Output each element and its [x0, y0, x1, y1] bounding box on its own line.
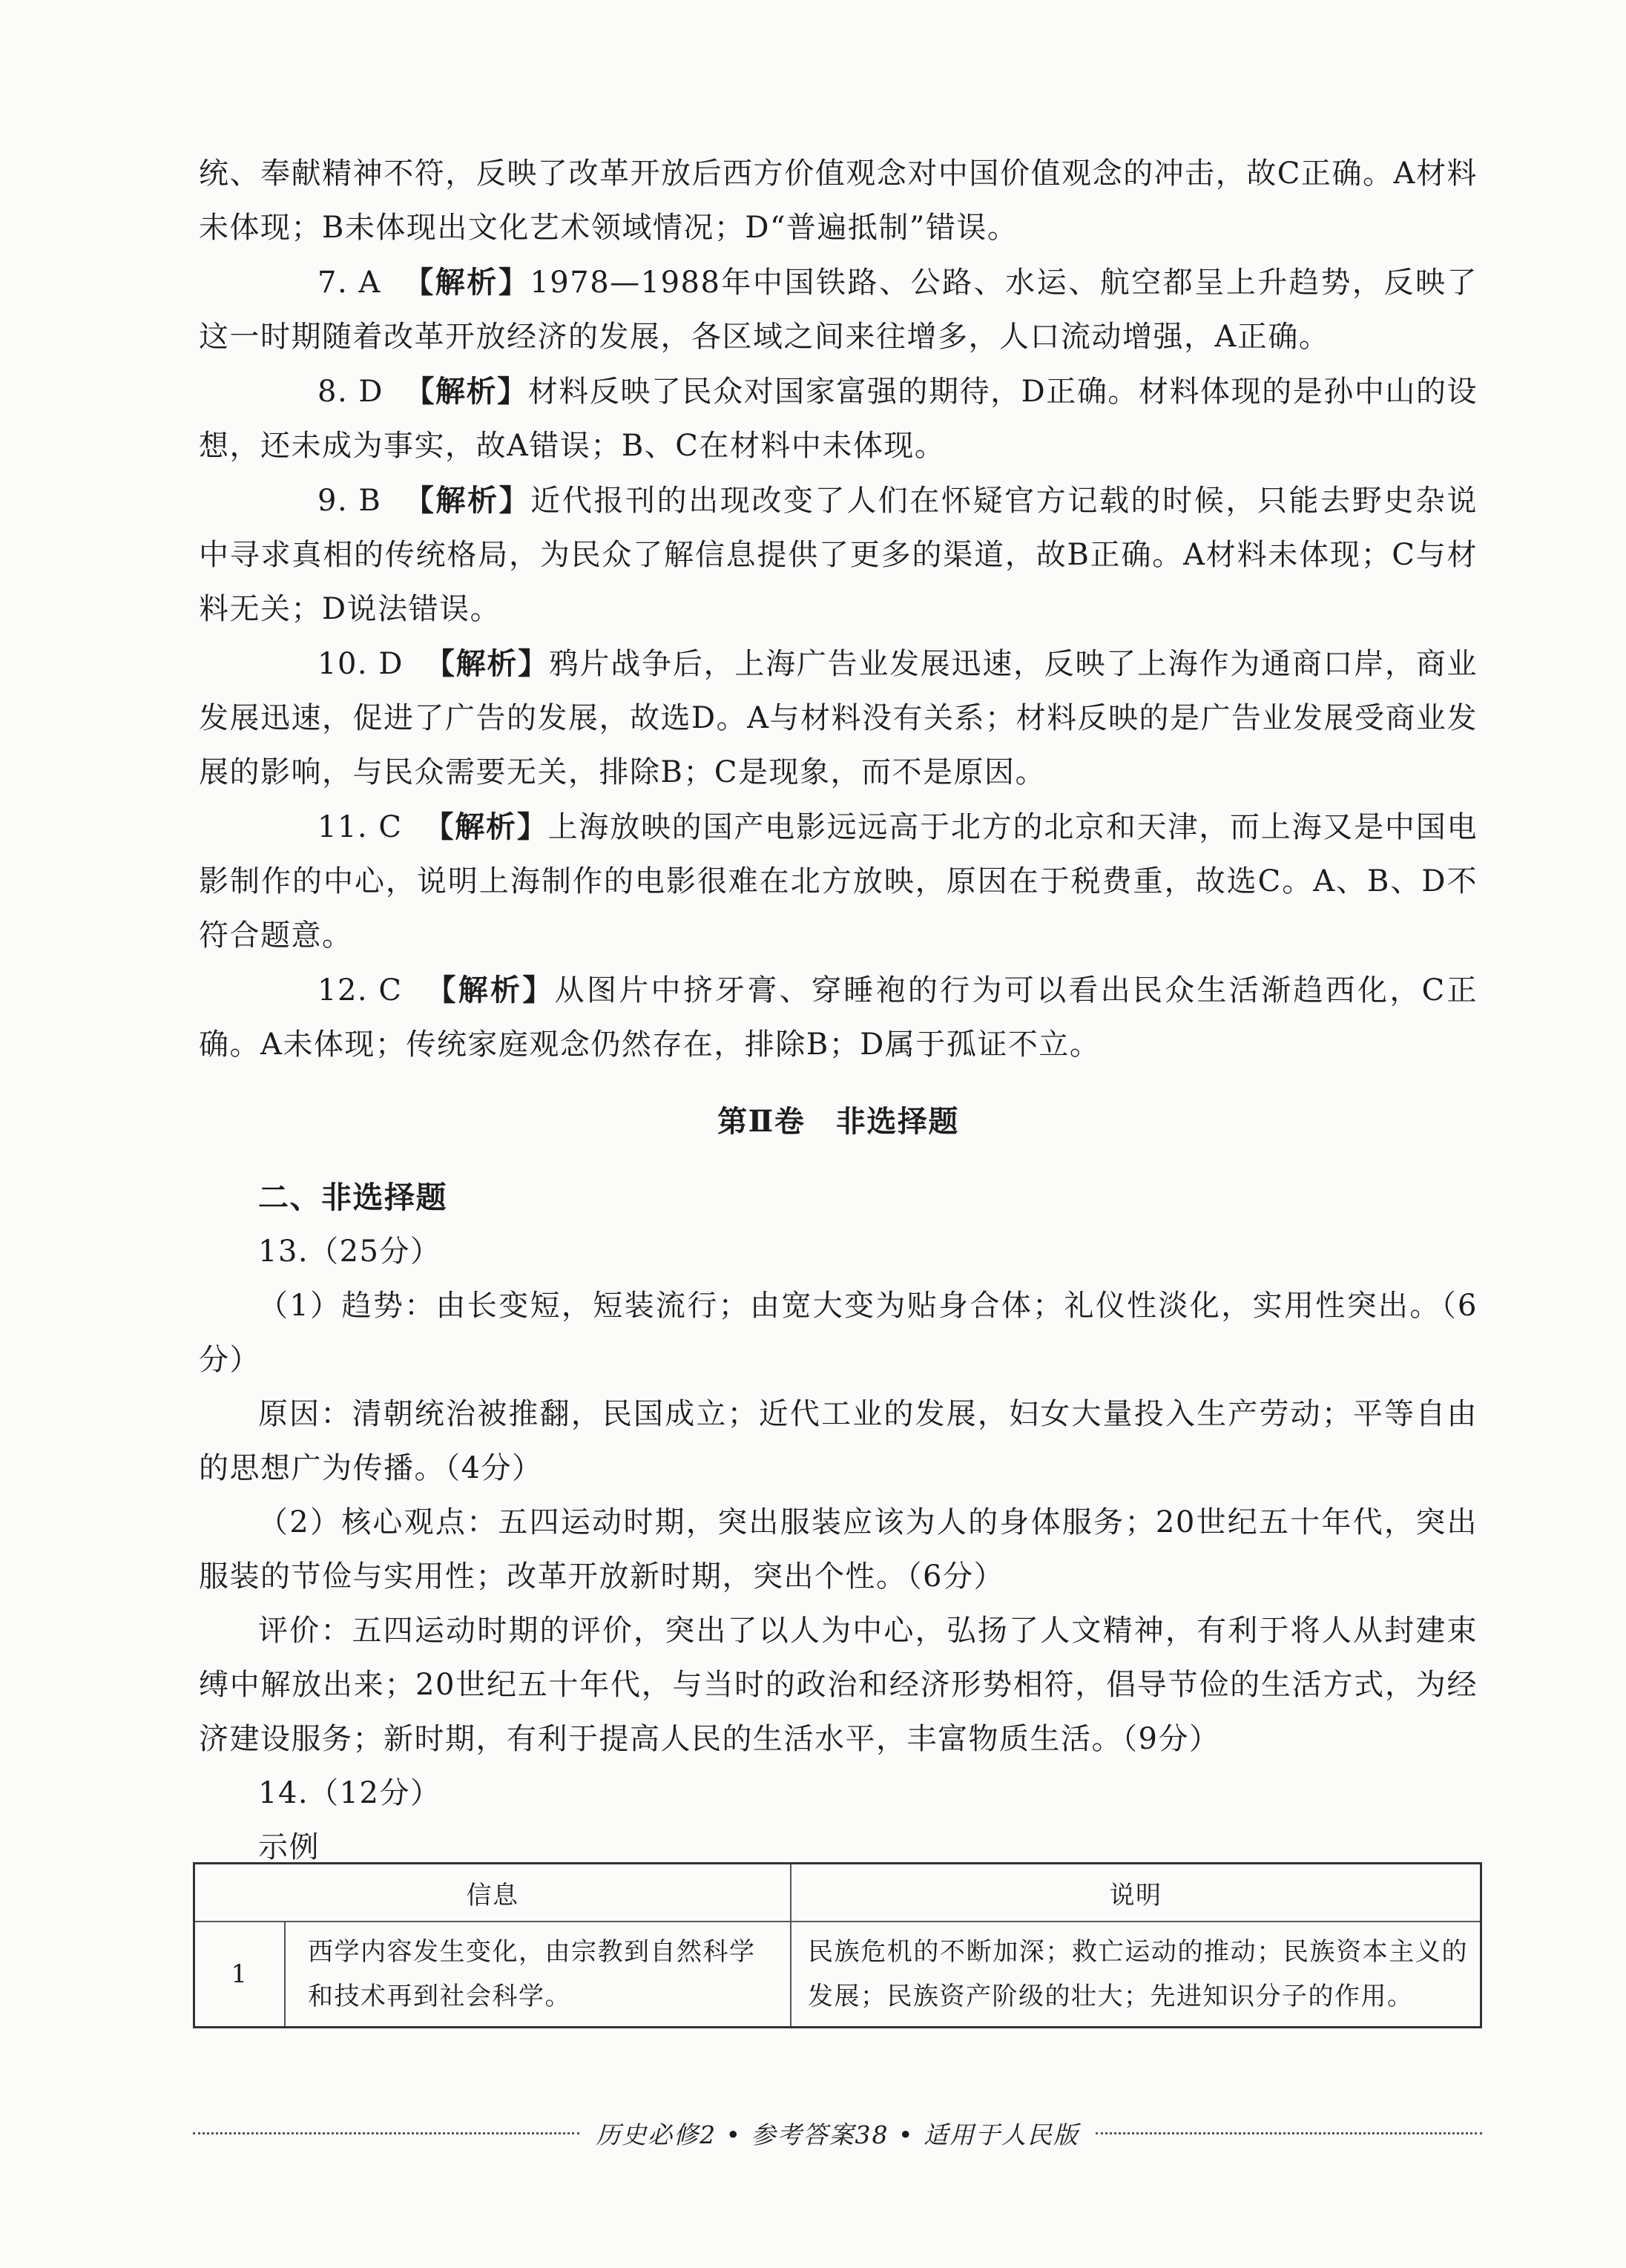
- q14-header: 14.（12分）: [258, 1776, 441, 1810]
- q13-part2: （2）核心观点：五四运动时期，突出服装应该为人的身体服务；20世纪五十年代，突出服装的节俭与实用性；改革开放新时期，突出个性。（6分）: [199, 1505, 1478, 1594]
- answer-q11: [199, 800, 1478, 963]
- info-table: [193, 1862, 1482, 2028]
- q11-number: 11. C: [317, 810, 403, 844]
- answer-q9: [199, 473, 1478, 637]
- footer-dots-right: [1096, 2132, 1482, 2134]
- q13-header: 13.（25分）: [258, 1235, 441, 1269]
- q13-part1: （1）趋势：由长变短，短装流行；由宽大变为贴身合体；礼仪性淡化，实用性突出。（6分）: [199, 1289, 1478, 1377]
- q8-tag: 【解析】: [404, 374, 528, 409]
- q12-number: 12. C: [317, 973, 403, 1008]
- table-header-row: [194, 1864, 1481, 1922]
- answer-q7: [199, 255, 1478, 364]
- q7-number: 7. A: [317, 266, 381, 300]
- q9-text: 近代报刊的出现改变了人们在怀疑官方记载的时候，只能去野史杂说中寻求真相的传统格局，为民众了解信息提供了更多的渠道，故B正确。A材料未体现；C与材料无关；D说法错误。: [199, 484, 1478, 626]
- header-desc: 说明: [791, 1864, 1481, 1922]
- answer-content: [199, 147, 1478, 1875]
- q10-text: 鸦片战争后，上海广告业发展迅速，反映了上海作为通商口岸，商业发展迅速，促进了广告的发展，故选D。A与材料没有关系；材料反映的是广告业发展受商业发展的影响，与民众需要无关，排除B；C是现象，而不是原因。: [199, 647, 1478, 789]
- section-title: 第Ⅱ卷 非选择题: [717, 1104, 959, 1139]
- q13-evaluation: 评价：五四运动时期的评价，突出了以人为中心，弘扬了人文精神，有利于将人从封建束缚中解放出来；20世纪五十年代，与当时的政治和经济形势相符，倡导节俭的生活方式，为经济建设服务；新时期，有利于提高人民的生活水平，丰富物质生活。（9分）: [199, 1614, 1478, 1756]
- answer-q12: [199, 963, 1478, 1072]
- paragraph-p1: 统、奉献精神不符，反映了改革开放后西方价值观念对中国价值观念的冲击，故C正确。A材料未体现；B未体现出文化艺术领域情况；D“普遍抵制”错误。: [199, 157, 1478, 245]
- example-label: 示例: [258, 1830, 320, 1864]
- row-info: 西学内容发生变化，由宗教到自然科学和技术再到社会科学。: [285, 1922, 791, 2028]
- answer-q10: [199, 637, 1478, 800]
- row-desc: 民族危机的不断加深；救亡运动的推动；民族资本主义的发展；民族资产阶级的壮大；先进知识分子的作用。: [791, 1922, 1481, 2028]
- q12-tag: 【解析】: [426, 973, 555, 1008]
- footer-dots-left: [193, 2132, 579, 2134]
- page-footer: [193, 2116, 1482, 2151]
- q11-tag: 【解析】: [424, 809, 548, 844]
- q10-number: 10. D: [317, 647, 404, 681]
- section2-heading: 二、非选择题: [258, 1180, 447, 1215]
- table-row: [194, 1922, 1481, 2028]
- q13-reason: 原因：清朝统治被推翻，民国成立；近代工业的发展，妇女大量投入生产劳动；平等自由的思想广为传播。（4分）: [199, 1397, 1478, 1485]
- q11-text: 上海放映的国产电影远远高于北方的北京和天津，而上海又是中国电影制作的中心，说明上海制作的电影很难在北方放映，原因在于税费重，故选C。A、B、D不符合题意。: [199, 810, 1478, 953]
- q8-text: 材料反映了民众对国家富强的期待，D正确。材料体现的是孙中山的设想，还未成为事实，故A错误；B、C在材料中未体现。: [199, 375, 1478, 463]
- q7-text: 1978—1988年中国铁路、公路、水运、航空都呈上升趋势，反映了这一时期随着改革开放经济的发展，各区域之间来往增多，人口流动增强，A正确。: [199, 266, 1478, 354]
- footer-text: 历史必修2 • 参考答案38 • 适用于人民版: [596, 2120, 1079, 2149]
- q9-number: 9. B: [317, 484, 382, 518]
- q12-text: 从图片中挤牙膏、穿睡袍的行为可以看出民众生活渐趋西化，C正确。A未体现；传统家庭观念仍然存在，排除B；D属于孤证不立。: [199, 973, 1478, 1062]
- q9-tag: 【解析】: [404, 483, 531, 518]
- q10-tag: 【解析】: [424, 646, 549, 681]
- q8-number: 8. D: [317, 375, 384, 409]
- q7-tag: 【解析】: [404, 265, 530, 300]
- header-info: 信息: [194, 1864, 791, 1922]
- answer-q8: [199, 364, 1478, 473]
- row-index: 1: [194, 1922, 286, 2028]
